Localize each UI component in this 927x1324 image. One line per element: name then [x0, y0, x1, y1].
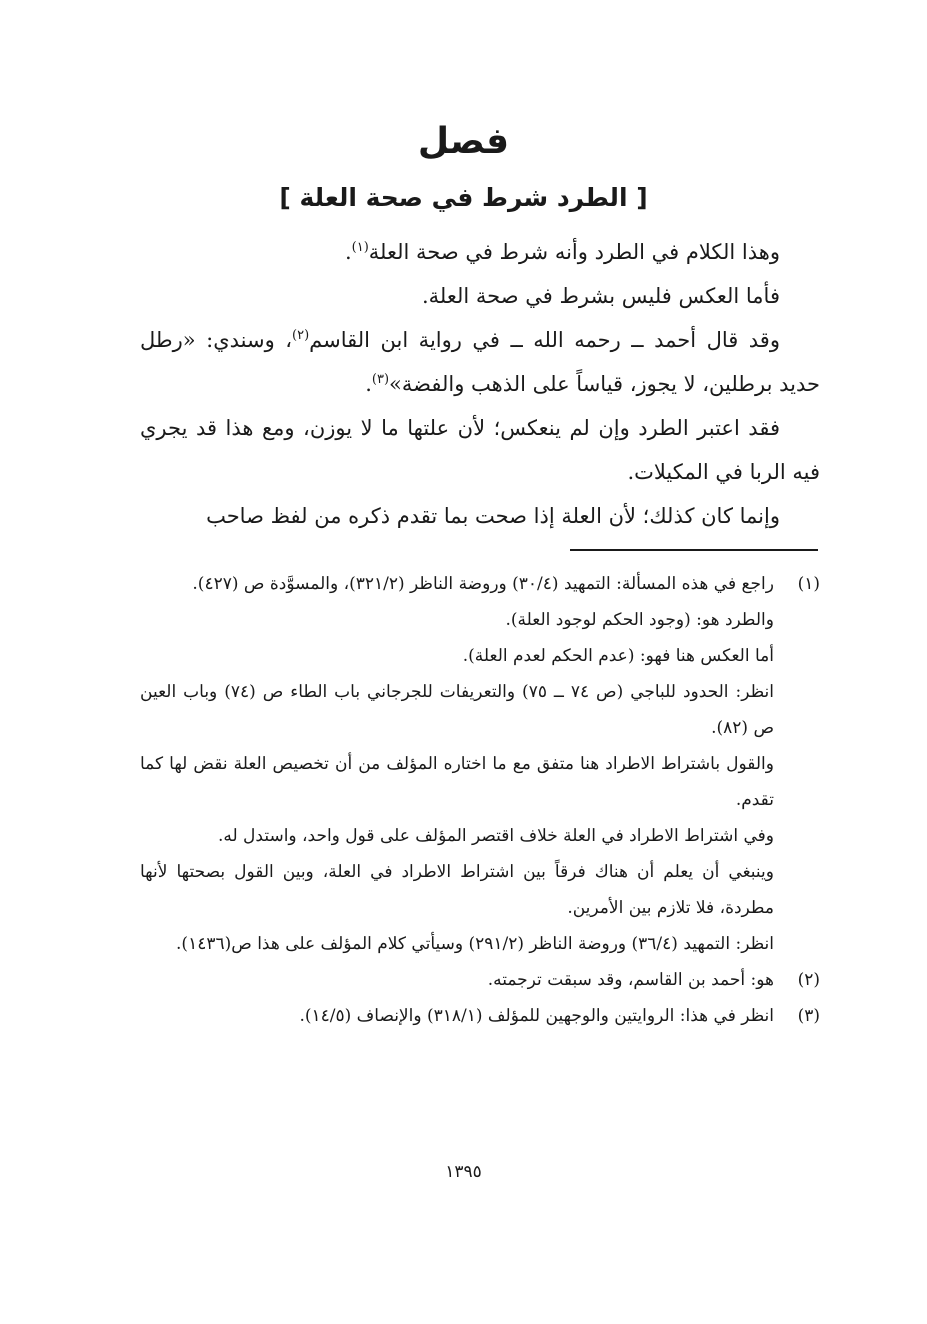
- paragraph-3-end: .: [365, 372, 372, 396]
- paragraph-5: وإنما كان كذلك؛ لأن العلة إذا صحت بما تقدم ذكره من لفظ صاحب: [206, 504, 780, 528]
- footnote-1-line-4: انظر: الحدود للباجي (ص ٧٤ ــ ٧٥) والتعريفات للجرجاني باب الطاء ص (٧٤) وباب العين ص (٨٢).: [140, 682, 774, 738]
- footnote-3-text: انظر في هذا: الروايتين والوجهين للمؤلف (٣١٨/١) والإنصاف (١٤/٥).: [299, 1006, 774, 1026]
- chapter-title: فصل: [417, 121, 510, 162]
- paragraph-3-text-b: ، وسندي: «رطل حديد برطلين، لا يجوز، قياساً على الذهب والفضة»: [140, 328, 820, 396]
- footnote-ref-2: (٢): [292, 328, 310, 343]
- footnote-ref-1: (١): [351, 240, 369, 255]
- footnote-2: [140, 962, 820, 998]
- footnotes: [140, 566, 820, 1034]
- footnote-1-line-8: انظر: التمهيد (٣٦/٤) وروضة الناظر (٢٩١/٢) وسيأتي كلام المؤلف على هذا ص(١٤٣٦).: [176, 934, 774, 954]
- paragraph-1: [140, 230, 820, 274]
- footnote-3-number: (٣): [797, 1006, 820, 1026]
- paragraph-4: فقد اعتبر الطرد وإن لم ينعكس؛ لأن علتها ما لا يوزن، ومع هذا قد يجري فيه الربا في المكيلات.: [140, 416, 820, 484]
- footnote-1-line-1: راجع في هذه المسألة: التمهيد (٣٠/٤) وروضة الناظر (٣٢١/٢)، والمسوَّدة ص (٤٢٧).: [192, 574, 774, 594]
- paragraph-2: فأما العكس فليس بشرط في صحة العلة.: [422, 284, 780, 308]
- footnote-1-line-7: وينبغي أن يعلم أن هناك فرقاً بين اشتراط الاطراد في العلة، وبين القول بصحتها لأنها مطردة، فلا تلازم بين الأمرين.: [140, 862, 774, 918]
- paragraph-3-text-a: وقد قال أحمد ــ رحمه الله ــ في رواية ابن القاسم: [309, 328, 780, 352]
- footnote-1-line-2: والطرد هو: (وجود الحكم لوجود العلة).: [505, 610, 774, 630]
- footnote-ref-3: (٣): [371, 372, 390, 387]
- footnote-1: [140, 566, 820, 602]
- chapter-subtitle: [ الطرد شرط في صحة العلة ]: [279, 183, 648, 212]
- paragraph-1-end: .: [344, 240, 352, 264]
- paragraph-3: [140, 318, 820, 406]
- footnote-3: [140, 998, 820, 1034]
- main-text: [140, 230, 820, 538]
- footnote-1-number: (١): [797, 574, 820, 594]
- footnote-1-line-3: أما العكس هنا فهو: (عدم الحكم لعدم العلة).: [462, 646, 774, 666]
- footnote-separator: [570, 549, 818, 551]
- paragraph-1-text: وهذا الكلام في الطرد وأنه شرط في صحة العلة: [368, 240, 780, 264]
- page-number: ١٣٩٥: [445, 1162, 482, 1182]
- footnote-2-number: (٢): [797, 970, 820, 990]
- footnote-1-line-5: والقول باشتراط الاطراد هنا متفق مع ما اختاره المؤلف من أن تخصيص العلة نقض لها كما تقدم.: [140, 754, 774, 810]
- footnote-2-text: هو: أحمد بن القاسم، وقد سبقت ترجمته.: [487, 970, 774, 990]
- footnote-1-line-6: وفي اشتراط الاطراد في العلة خلاف اقتصر المؤلف على قول واحد، واستدل له.: [217, 826, 774, 846]
